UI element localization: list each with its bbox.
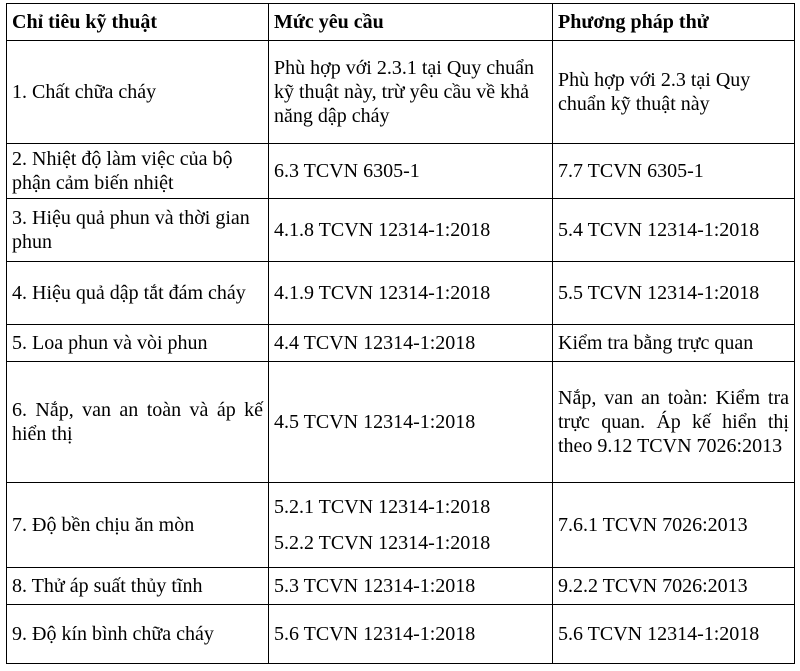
cell-requirement: 4.1.8 TCVN 12314-1:2018 — [269, 199, 553, 262]
table-row — [7, 605, 795, 664]
cell-requirement: 4.5 TCVN 12314-1:2018 — [269, 362, 553, 483]
header-test-method: Phương pháp thử — [553, 4, 795, 41]
table-row — [7, 262, 795, 325]
cell-requirement: 5.6 TCVN 12314-1:2018 — [269, 605, 553, 664]
cell-test-method: 5.6 TCVN 12314-1:2018 — [553, 605, 795, 664]
cell-criterion: 8. Thử áp suất thủy tĩnh — [7, 568, 269, 605]
cell-test-method: Phù hợp với 2.3 tại Quy chuẩn kỹ thuật này — [553, 41, 795, 144]
table-row — [7, 362, 795, 483]
cell-criterion: 7. Độ bền chịu ăn mòn — [7, 483, 269, 568]
cell-requirement: 6.3 TCVN 6305-1 — [269, 144, 553, 199]
cell-requirement — [269, 483, 553, 568]
requirement-line: 5.2.1 TCVN 12314-1:2018 — [274, 496, 491, 518]
table-row — [7, 325, 795, 362]
table-row — [7, 144, 795, 199]
cell-requirement: Phù hợp với 2.3.1 tại Quy chuẩn kỹ thuật này, trừ yêu cầu về khả năng dập cháy — [269, 41, 553, 144]
cell-test-method: 7.7 TCVN 6305-1 — [553, 144, 795, 199]
cell-criterion: 3. Hiệu quả phun và thời gian phun — [7, 199, 269, 262]
table-row — [7, 483, 795, 568]
cell-requirement: 4.1.9 TCVN 12314-1:2018 — [269, 262, 553, 325]
cell-criterion: 1. Chất chữa cháy — [7, 41, 269, 144]
header-requirement: Mức yêu cầu — [269, 4, 553, 41]
cell-criterion: 5. Loa phun và vòi phun — [7, 325, 269, 362]
cell-test-method: Nắp, van an toàn: Kiểm tra trực quan. Áp kế hiển thị theo 9.12 TCVN 7026:2013 — [553, 362, 795, 483]
technical-criteria-table — [6, 3, 795, 664]
requirement-line: 5.2.2 TCVN 12314-1:2018 — [274, 532, 491, 554]
cell-test-method: Kiểm tra bằng trực quan — [553, 325, 795, 362]
cell-requirement: 5.3 TCVN 12314-1:2018 — [269, 568, 553, 605]
cell-criterion: 4. Hiệu quả dập tắt đám cháy — [7, 262, 269, 325]
table-row — [7, 568, 795, 605]
header-criterion: Chỉ tiêu kỹ thuật — [7, 4, 269, 41]
table-header-row — [7, 4, 795, 41]
cell-test-method: 9.2.2 TCVN 7026:2013 — [553, 568, 795, 605]
cell-test-method: 7.6.1 TCVN 7026:2013 — [553, 483, 795, 568]
cell-test-method: 5.4 TCVN 12314-1:2018 — [553, 199, 795, 262]
cell-requirement: 4.4 TCVN 12314-1:2018 — [269, 325, 553, 362]
cell-test-method: 5.5 TCVN 12314-1:2018 — [553, 262, 795, 325]
cell-criterion: 9. Độ kín bình chữa cháy — [7, 605, 269, 664]
cell-criterion: 6. Nắp, van an toàn và áp kế hiển thị — [7, 362, 269, 483]
table-row — [7, 41, 795, 144]
table-row — [7, 199, 795, 262]
cell-criterion: 2. Nhiệt độ làm việc của bộ phận cảm biến nhiệt — [7, 144, 269, 199]
